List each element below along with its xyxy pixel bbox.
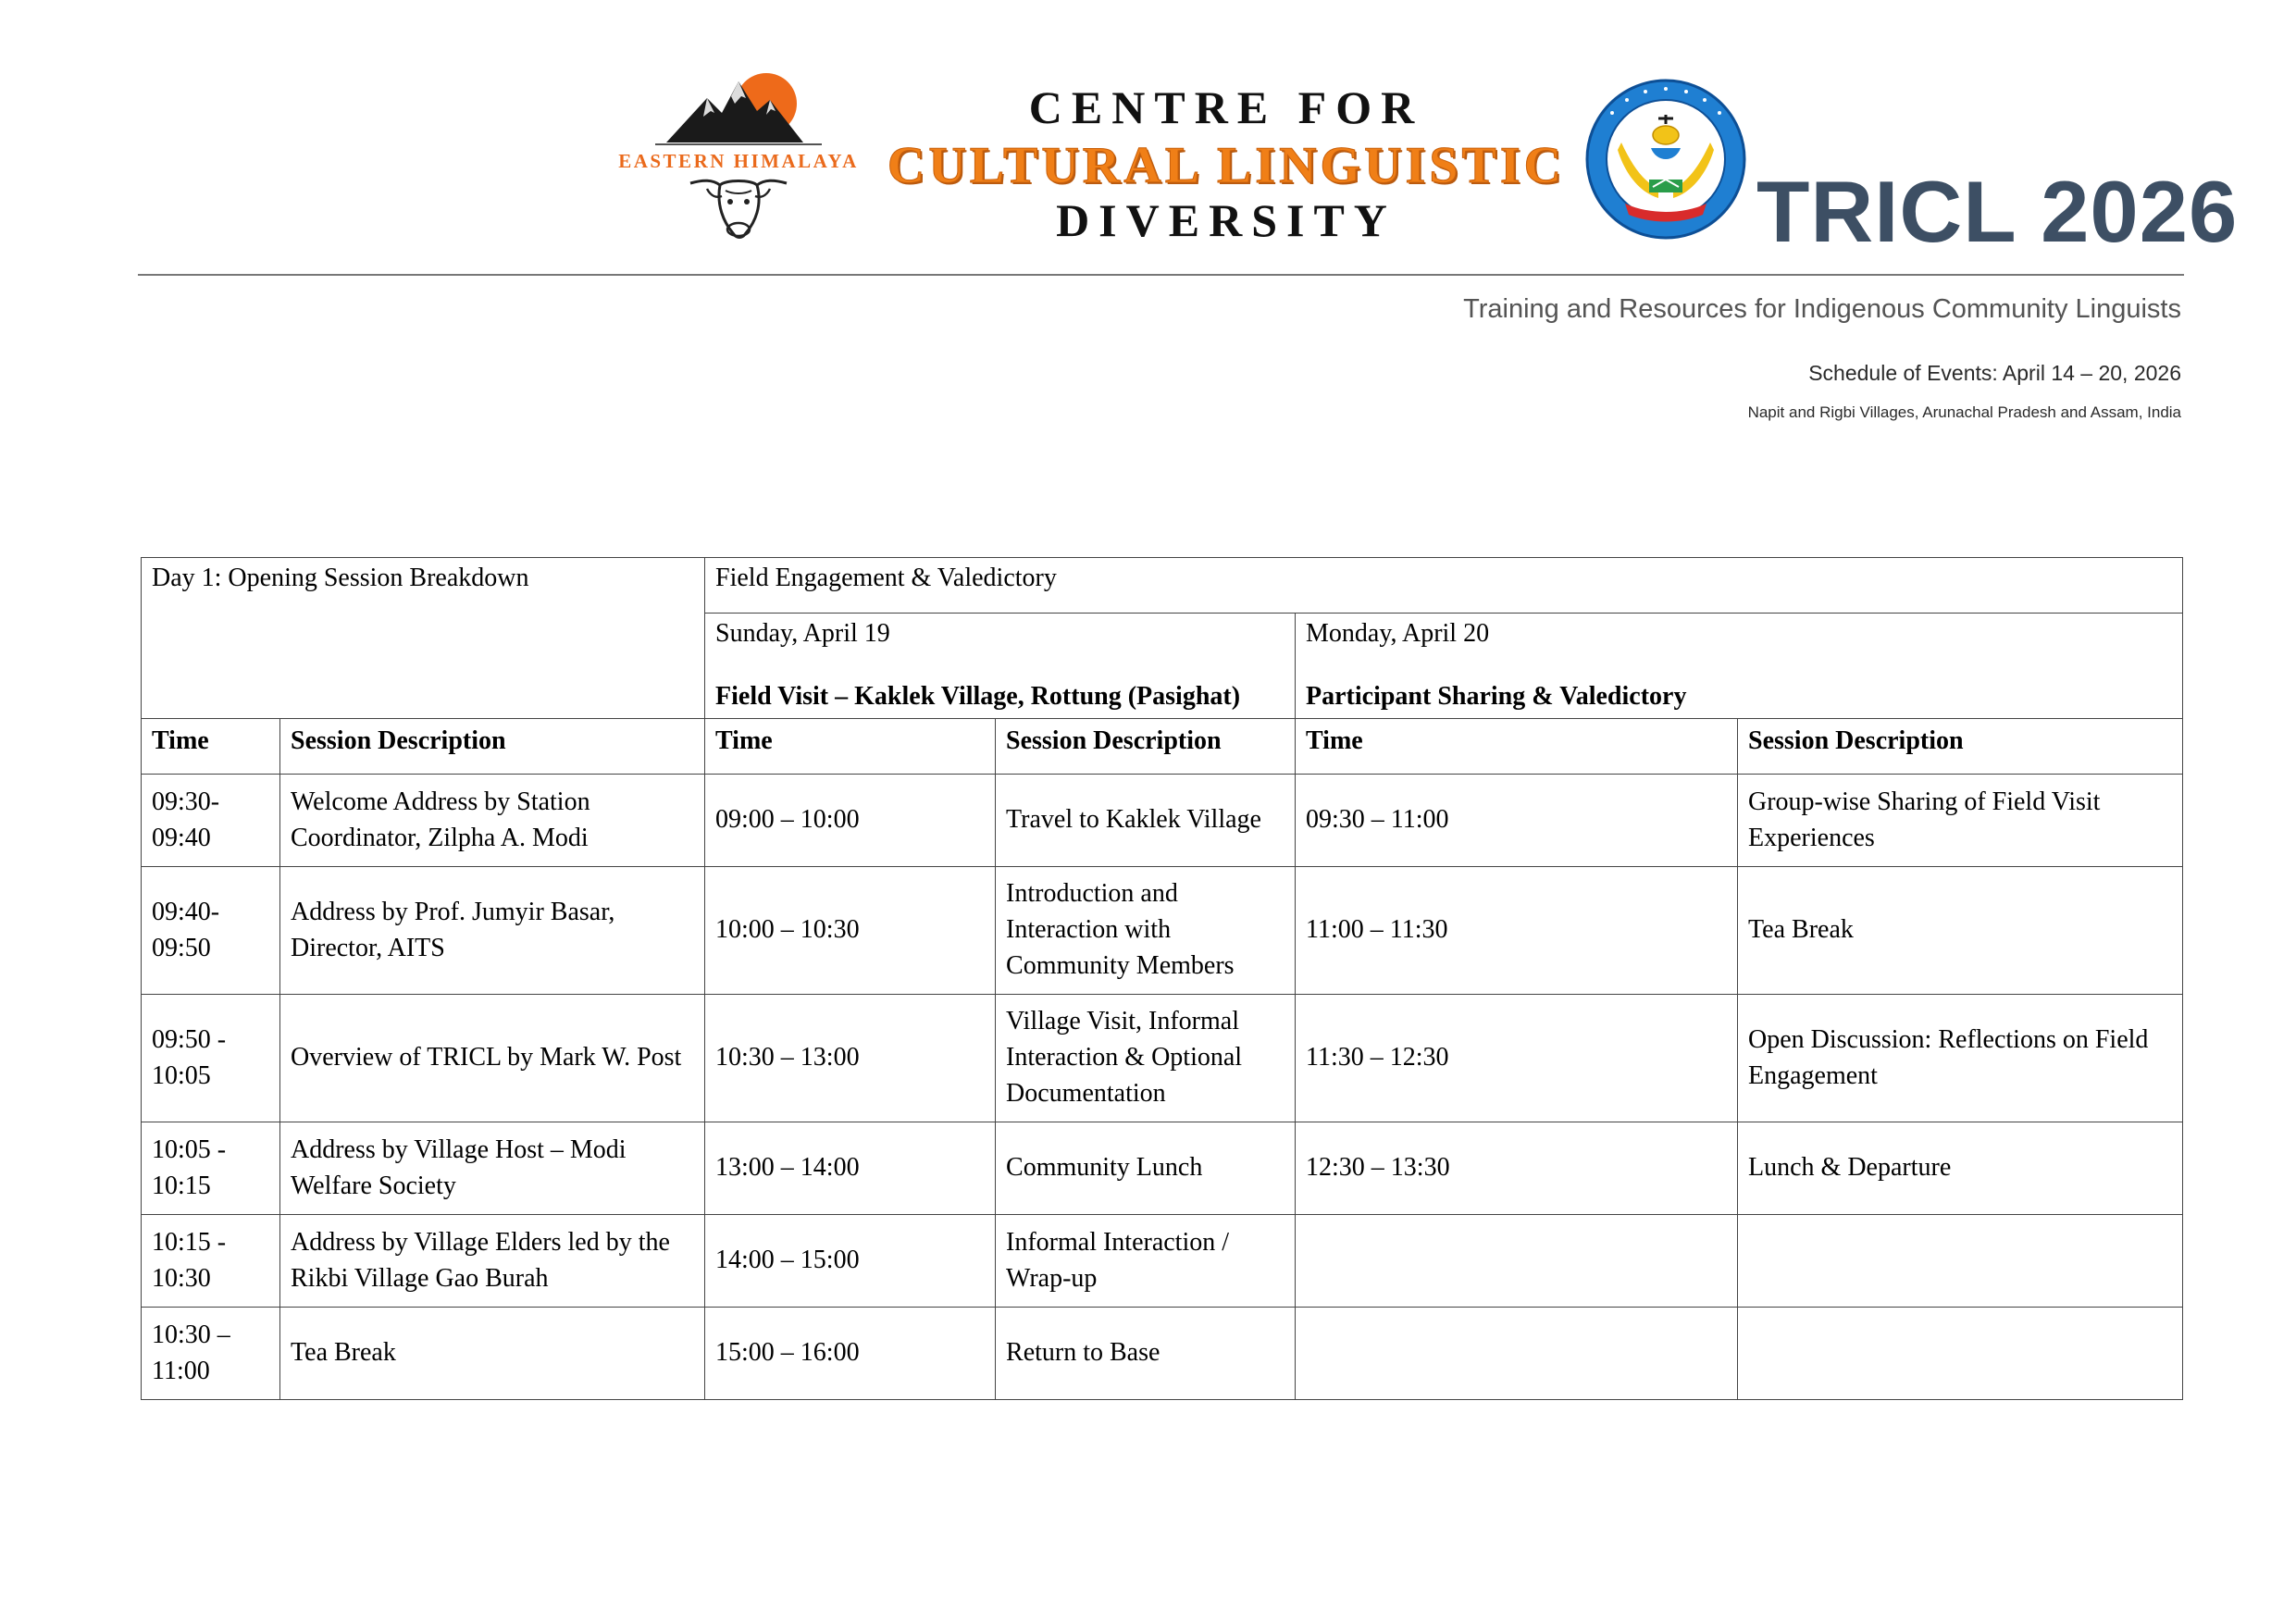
sunday-time-cell: 14:00 – 15:00: [705, 1215, 996, 1308]
col-header-time: Time: [1296, 719, 1738, 775]
monday-date: Monday, April 20: [1306, 619, 1490, 648]
centre-title-line2: CULTURAL LINGUISTIC: [887, 137, 1566, 194]
centre-title-line1: CENTRE FOR: [1028, 81, 1424, 133]
day1-time-cell: 10:15 - 10:30: [142, 1215, 280, 1308]
day1-time-cell: 10:30 – 11:00: [142, 1308, 280, 1400]
event-location: Napit and Rigbi Villages, Arunachal Pradesh and Assam, India: [1747, 403, 2181, 421]
event-subtitle: Training and Resources for Indigenous Community Linguists: [1463, 294, 2181, 324]
monday-time-cell: 09:30 – 11:00: [1296, 775, 1738, 867]
monday-desc-cell: Group-wise Sharing of Field Visit Experiences: [1738, 775, 2183, 867]
sunday-title: Field Visit – Kaklek Village, Rottung (Pasighat): [715, 682, 1241, 711]
rajiv-gandhi-university-seal-icon: [1584, 78, 1747, 241]
sunday-time-cell: 10:30 – 13:00: [705, 995, 996, 1122]
sunday-time-cell: 15:00 – 16:00: [705, 1308, 996, 1400]
monday-time-cell: [1296, 1308, 1738, 1400]
sunday-desc-cell: Community Lunch: [996, 1122, 1296, 1215]
event-title: TRICL 2026: [1756, 163, 2239, 260]
sunday-desc-cell: Travel to Kaklek Village: [996, 775, 1296, 867]
sunday-desc-cell: Introduction and Interaction with Community Members: [996, 867, 1296, 995]
monday-title: Participant Sharing & Valedictory: [1306, 682, 1687, 711]
table-row: [142, 1215, 2183, 1308]
day1-time-cell: 09:50 - 10:05: [142, 995, 280, 1122]
monday-time-cell: 11:30 – 12:30: [1296, 995, 1738, 1122]
col-header-time: Time: [705, 719, 996, 775]
col-header-description: Session Description: [280, 719, 705, 775]
monday-desc-cell: Open Discussion: Reflections on Field Engagement: [1738, 995, 2183, 1122]
header-divider: [138, 274, 2184, 276]
sunday-time-cell: 13:00 – 14:00: [705, 1122, 996, 1215]
sunday-desc-cell: Return to Base: [996, 1308, 1296, 1400]
monday-desc-cell: Tea Break: [1738, 867, 2183, 995]
day1-desc-cell: Tea Break: [280, 1308, 705, 1400]
schedule-dates: Schedule of Events: April 14 – 20, 2026: [1808, 361, 2181, 385]
col-header-description: Session Description: [996, 719, 1296, 775]
day1-desc-cell: Address by Village Elders led by the Rikbi Village Gao Burah: [280, 1215, 705, 1308]
day1-desc-cell: Address by Village Host – Modi Welfare Society: [280, 1122, 705, 1215]
day1-time-cell: 10:05 - 10:15: [142, 1122, 280, 1215]
sunday-heading: [705, 614, 1296, 719]
sunday-desc-cell: Informal Interaction / Wrap-up: [996, 1215, 1296, 1308]
sunday-desc-cell: Village Visit, Informal Interaction & Optional Documentation: [996, 995, 1296, 1122]
eastern-himalaya-text: EASTERN HIMALAYA: [618, 150, 859, 172]
day1-desc-cell: Address by Prof. Jumyir Basar, Director, AITS: [280, 867, 705, 995]
day1-time-cell: 09:40- 09:50: [142, 867, 280, 995]
col-header-description: Session Description: [1738, 719, 2183, 775]
day1-desc-cell: Overview of TRICL by Mark W. Post: [280, 995, 705, 1122]
schedule-table: [141, 557, 2183, 1400]
monday-desc-cell: [1738, 1308, 2183, 1400]
column-header-row: [142, 719, 2183, 775]
sunday-date: Sunday, April 19: [715, 619, 890, 648]
table-row: [142, 775, 2183, 867]
monday-time-cell: 11:00 – 11:30: [1296, 867, 1738, 995]
monday-time-cell: 12:30 – 13:30: [1296, 1122, 1738, 1215]
table-heading-row: [142, 558, 2183, 614]
table-row: [142, 995, 2183, 1122]
monday-heading: [1296, 614, 2183, 719]
monday-desc-cell: Lunch & Departure: [1738, 1122, 2183, 1215]
day1-desc-cell: Welcome Address by Station Coordinator, Zilpha A. Modi: [280, 775, 705, 867]
monday-desc-cell: [1738, 1215, 2183, 1308]
col-header-time: Time: [142, 719, 280, 775]
table-row: [142, 1308, 2183, 1400]
sunday-time-cell: 10:00 – 10:30: [705, 867, 996, 995]
monday-time-cell: [1296, 1215, 1738, 1308]
day1-heading: Day 1: Opening Session Breakdown: [142, 558, 705, 719]
sunday-time-cell: 09:00 – 10:00: [705, 775, 996, 867]
centre-title-line3: DIVERSITY: [1056, 194, 1396, 246]
table-row: [142, 1122, 2183, 1215]
day1-time-cell: 09:30- 09:40: [142, 775, 280, 867]
eastern-himalaya-logo: [618, 70, 859, 246]
centre-title: [861, 80, 1592, 246]
table-row: [142, 867, 2183, 995]
field-engagement-heading: Field Engagement & Valedictory: [705, 558, 2183, 614]
